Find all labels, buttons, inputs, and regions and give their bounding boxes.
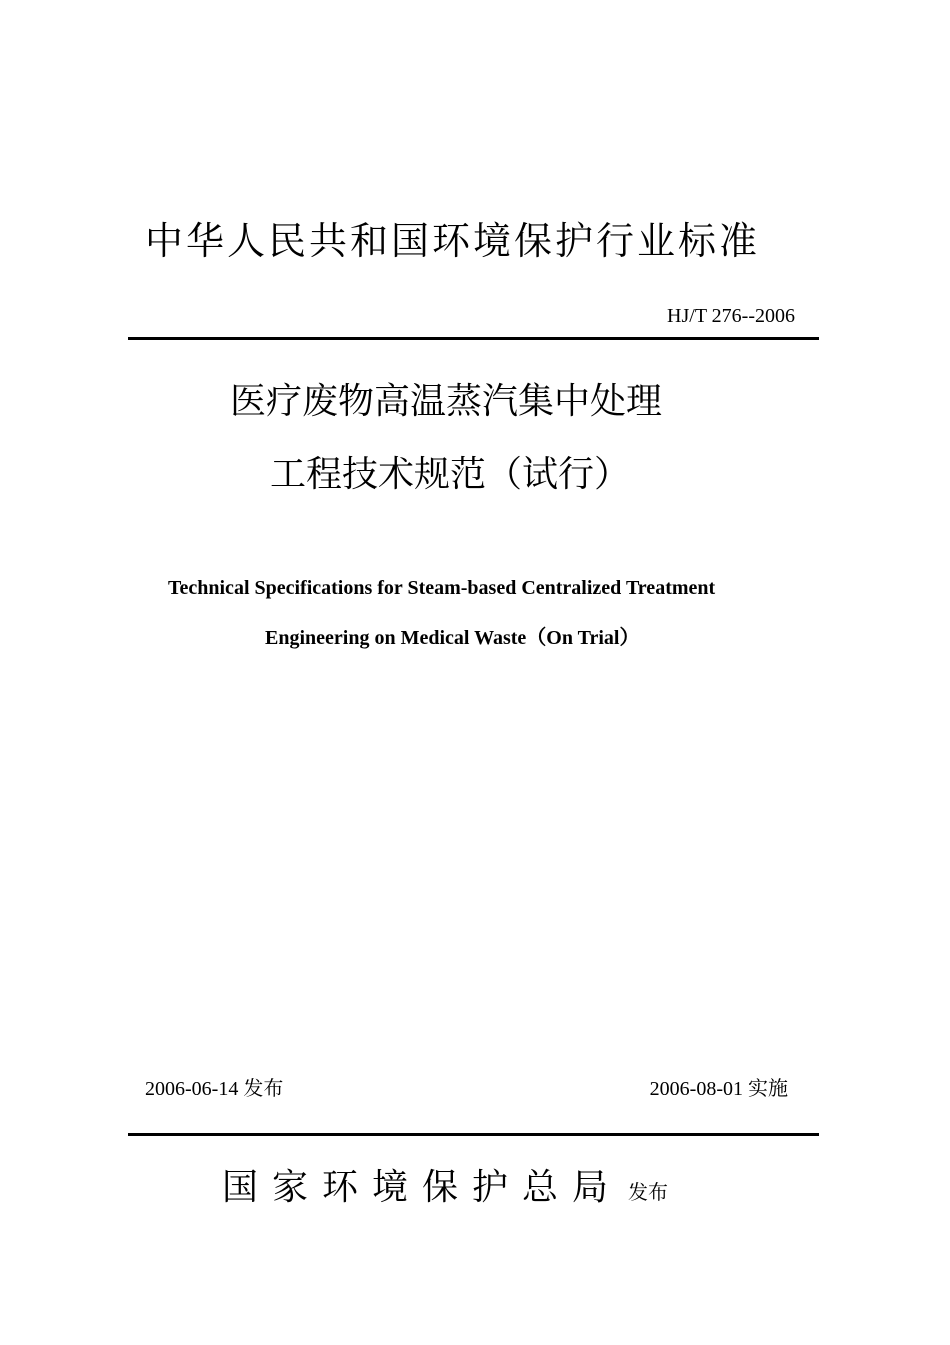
publisher-suffix: 发布 <box>628 1180 669 1204</box>
top-divider <box>128 337 819 340</box>
effective-date: 2006-08-01 实施 <box>649 1078 788 1100</box>
english-title-line-2: Engineering on Medical Waste（On Trial） <box>265 627 640 649</box>
chinese-title-line-2: 工程技术规范（试行） <box>270 454 631 495</box>
publisher-block <box>222 1167 669 1208</box>
chinese-title-line-1: 医疗废物高温蒸汽集中处理 <box>230 381 663 422</box>
standard-number: HJ/T 276--2006 <box>667 305 795 327</box>
english-title-line-1: Technical Specifications for Steam-based Centralized Treatment <box>168 577 716 599</box>
issue-date: 2006-06-14 发布 <box>145 1078 284 1100</box>
bottom-divider <box>128 1133 819 1136</box>
publisher-name: 国家环境保护总局 <box>222 1167 623 1208</box>
standard-category-title: 中华人民共和国环境保护行业标准 <box>145 219 761 263</box>
